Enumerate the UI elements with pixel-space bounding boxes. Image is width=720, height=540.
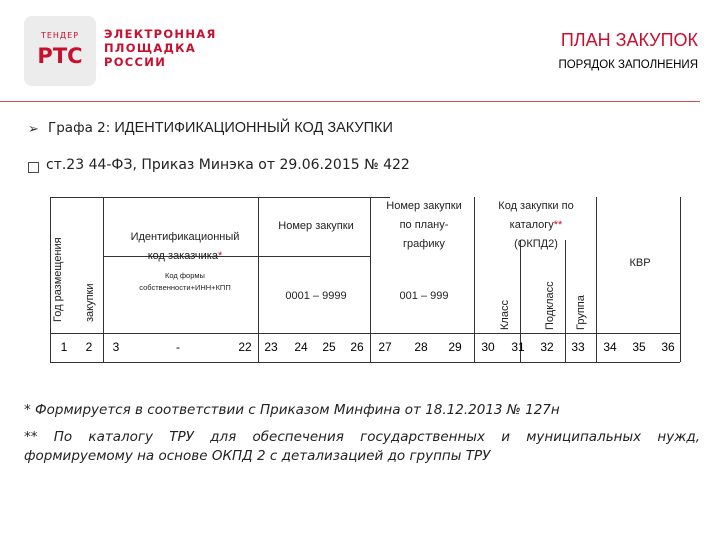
ident-label-1: Идентификационный [130, 231, 240, 243]
klass-label: Класс [499, 300, 511, 330]
page-title: ПЛАН ЗАКУПОК [560, 30, 698, 50]
logo-line-3: РОССИИ [104, 55, 167, 69]
ident-star: * [217, 250, 223, 262]
page-subtitle: ПОРЯДОК ЗАПОЛНЕНИЯ [558, 59, 698, 71]
col-num: 1 [60, 340, 68, 354]
year-label-line-2: закупки [84, 283, 96, 322]
col-num: 26 [350, 340, 364, 354]
footnote-1 [24, 402, 560, 418]
col-num: 29 [448, 340, 462, 354]
range-plan: 001 – 999 [399, 290, 449, 302]
col-dash: - [176, 340, 180, 354]
table-line [50, 197, 390, 198]
col-num: 23 [264, 340, 278, 354]
table-line [50, 197, 51, 362]
logo-line-1: ЭЛЕКТРОННАЯ [104, 27, 217, 41]
section-label: Графа 2: [48, 120, 111, 136]
arrow-bullet-icon: ➢ [28, 121, 39, 136]
section-title: ИДЕНТИФИКАЦИОННЫЙ КОД ЗАКУПКИ [114, 120, 393, 136]
col-num: 35 [632, 340, 646, 354]
col-num: 2 [85, 340, 93, 354]
table-line [596, 197, 597, 362]
col-num: 33 [571, 340, 585, 354]
catalog-label-2 [476, 219, 596, 231]
logo-big-text: РТС [37, 44, 83, 68]
ident-label-2-text: код заказчика [147, 250, 218, 262]
footnote-2-text: По каталогу ТРУ для обеспечения государственных и муниципальных нужд, формируемому на основе ОКПД 2 с детализацией до группы ТРУ [24, 429, 700, 464]
col-num: 30 [481, 340, 495, 354]
catalog-label-2-text: каталогу [509, 219, 554, 231]
range-nomer: 0001 – 9999 [285, 290, 347, 302]
year-label-line-1: Год размещения [52, 237, 64, 322]
nomer-plan-1: Номер закупки [386, 200, 462, 212]
ident-label-2 [110, 250, 260, 262]
table-line [103, 197, 104, 362]
col-num: 24 [294, 340, 308, 354]
col-num: 27 [378, 340, 392, 354]
nomer-plan-2: по плану- [399, 219, 449, 231]
logo-small-text: ТЕНДЕР [40, 31, 80, 40]
nomer-plan-3: графику [403, 238, 445, 250]
checkbox-bullet-icon [28, 162, 39, 173]
col-num: 36 [661, 340, 675, 354]
logo-line-2: ПЛОЩАДКА [104, 41, 197, 55]
table-line [50, 362, 680, 363]
footnote-2-mark: ** [24, 429, 38, 445]
col-num: 3 [112, 340, 120, 354]
header-divider [0, 101, 700, 102]
col-num: 22 [238, 340, 252, 354]
nomer-zakupki-label: Номер закупки [278, 220, 354, 232]
podklass-label: Подкласс [544, 281, 556, 330]
footnote-1-mark: * [24, 402, 31, 418]
catalog-label-3: (ОКПД2) [514, 238, 558, 250]
catalog-star: ** [553, 219, 563, 231]
col-num: 32 [540, 340, 554, 354]
col-num: 31 [511, 340, 525, 354]
law-reference: ст.23 44-ФЗ, Приказ Минэка от 29.06.2015 № 422 [46, 157, 410, 173]
catalog-label-1: Код закупки по [498, 200, 574, 212]
col-num: 34 [603, 340, 617, 354]
kvr-label: КВР [629, 257, 651, 269]
footnote-2 [24, 428, 700, 466]
logo-badge [24, 16, 96, 86]
form-label-1: Код формы [165, 271, 205, 280]
table-line [680, 197, 681, 362]
gruppa-label: Группа [575, 295, 587, 330]
section-heading [48, 120, 393, 136]
logo-wordmark [104, 27, 217, 69]
table-line [50, 333, 680, 334]
col-num: 25 [322, 340, 336, 354]
form-label-2: собственности+ИНН+КПП [139, 283, 231, 292]
footnote-1-text: Формируется в соответствии с Приказом Минфина от 18.12.2013 № 127н [35, 402, 560, 418]
col-num: 28 [414, 340, 428, 354]
